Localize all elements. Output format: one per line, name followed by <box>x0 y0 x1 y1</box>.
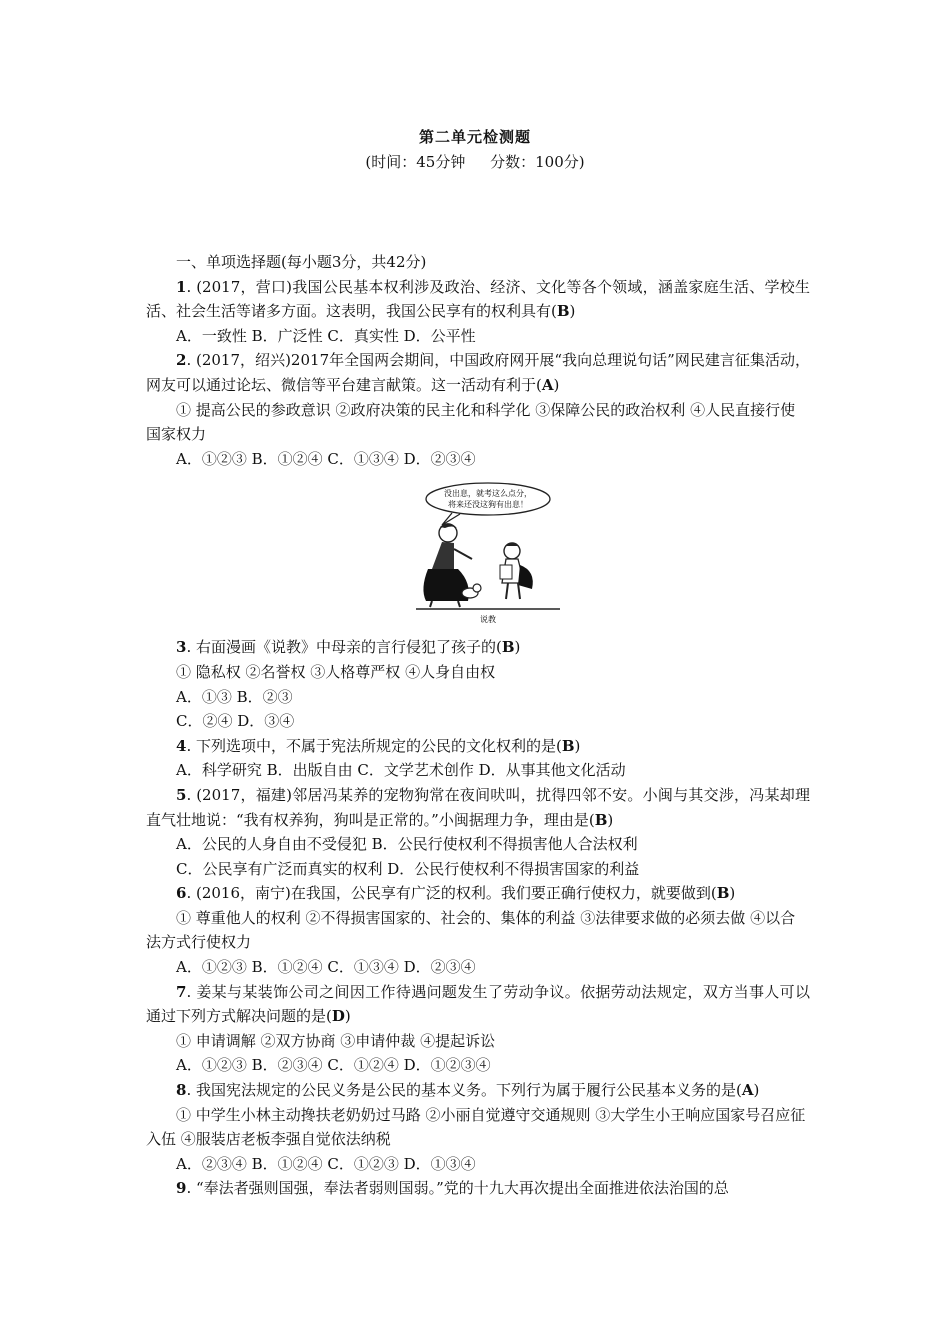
items-7: ① 申请调解 ②双方协商 ③申请仲裁 ④提起诉讼 <box>176 1031 496 1050</box>
answer-7: D <box>331 1007 345 1026</box>
options-2: A．①②③ B．①②④ C．①③④ D．②③④ <box>176 449 476 468</box>
answer-4: B <box>561 736 575 755</box>
answer-5: B <box>594 810 608 829</box>
speech-bubble <box>426 483 550 515</box>
question-4: 4. 下列选项中，不属于宪法所规定的公民的文化权利的是(B) <box>176 736 581 755</box>
question-3: 3. 右面漫画《说教》中母亲的言行侵犯了孩子的(B) <box>176 638 521 657</box>
answer-6: B <box>716 884 730 903</box>
question-6: 6. (2016，南宁)在我国，公民享有广泛的权利。我们要正确行使权力，就要做到(B) <box>176 884 736 903</box>
options-5b: C．公民享有广泛而真实的权利 D．公民行使权利不得损害国家的利益 <box>176 859 640 878</box>
options-1: A．一致性 B．广泛性 C．真实性 D．公平性 <box>176 326 476 345</box>
cartoon-figure <box>412 479 564 625</box>
question-1: 1. (2017，营口)我国公民基本权利涉及政治、经济、文化等各个领域，涵盖家庭生活、学校生活、社会生活等诸多方面。这表明，我国公民享有的权利具有(B) <box>146 277 810 321</box>
question-5: 5. (2017，福建)邻居冯某养的宠物狗常在夜间吠叫，扰得四邻不安。小闽与其交涉，冯某却理直气壮地说：“我有权养狗，狗叫是正常的。”小闽据理力争，理由是(B) <box>146 785 810 829</box>
question-8: 8. 我国宪法规定的公民义务是公民的基本义务。下列行为属于履行公民基本义务的是(A) <box>176 1081 760 1100</box>
time-limit: (时间：45分钟 <box>365 153 466 171</box>
options-7: A．①②③ B．②③④ C．①②④ D．①②③④ <box>176 1056 491 1075</box>
question-content <box>146 250 810 1201</box>
bubble-text-1: 没出息，就考这么点分， <box>444 489 532 499</box>
total-score: 分数：100分) <box>490 153 585 171</box>
bubble-text-2: 将来还没这狗有出息！ <box>448 500 528 510</box>
options-6: A．①②③ B．①②④ C．①③④ D．②③④ <box>176 958 476 977</box>
section-heading: 一、单项选择题(每小题3分，共42分) <box>176 253 427 271</box>
page-subtitle <box>0 151 950 172</box>
options-8: A．②③④ B．①②④ C．①②③ D．①③④ <box>176 1154 476 1173</box>
question-9: 9. “奉法者强则国强，奉法者弱则国弱。”党的十九大再次提出全面推进依法治国的总 <box>176 1179 729 1198</box>
answer-3: B <box>501 638 515 657</box>
items-6: ① 尊重他人的权利 ②不得损害国家的、社会的、集体的利益 ③法律要求做的必须去做 ④以合法方式行使权力 <box>146 908 796 952</box>
items-2: ① 提高公民的参政意识 ②政府决策的民主化和科学化 ③保障公民的政治权利 ④人民直接行使国家权力 <box>146 400 796 444</box>
question-2: 2. (2017，绍兴)2017年全国两会期间，中国政府网开展“我向总理说句话”网民建言征集活动，网友可以通过论坛、微信等平台建言献策。这一活动有利于(A) <box>146 351 810 394</box>
question-7: 7. 姜某与某装饰公司之间因工作待遇问题发生了劳动争议。依据劳动法规定，双方当事人可以通过下列方式解决问题的是(D) <box>146 982 810 1026</box>
child-figure <box>500 543 533 600</box>
cartoon-caption: 说教 <box>480 615 496 625</box>
options-3a: A．①③ B．②③ <box>176 687 293 706</box>
items-8: ① 中学生小林主动搀扶老奶奶过马路 ②小丽自觉遵守交通规则 ③大学生小王响应国家号召应征入伍 ④服装店老板李强自觉依法纳税 <box>146 1105 806 1149</box>
options-5a: A．公民的人身自由不受侵犯 B．公民行使权利不得损害他人合法权利 <box>176 835 638 854</box>
answer-1: B <box>556 302 570 321</box>
answer-8: A <box>741 1081 754 1100</box>
cartoon-illustration <box>412 479 564 625</box>
answer-2: A <box>541 375 554 394</box>
page-title: 第二单元检测题 <box>418 128 531 146</box>
options-4: A．科学研究 B．出版自由 C．文学艺术创作 D．从事其他文化活动 <box>176 761 626 780</box>
items-3: ① 隐私权 ②名誉权 ③人格尊严权 ④人身自由权 <box>176 662 496 681</box>
options-3b: C．②④ D．③④ <box>176 712 295 731</box>
